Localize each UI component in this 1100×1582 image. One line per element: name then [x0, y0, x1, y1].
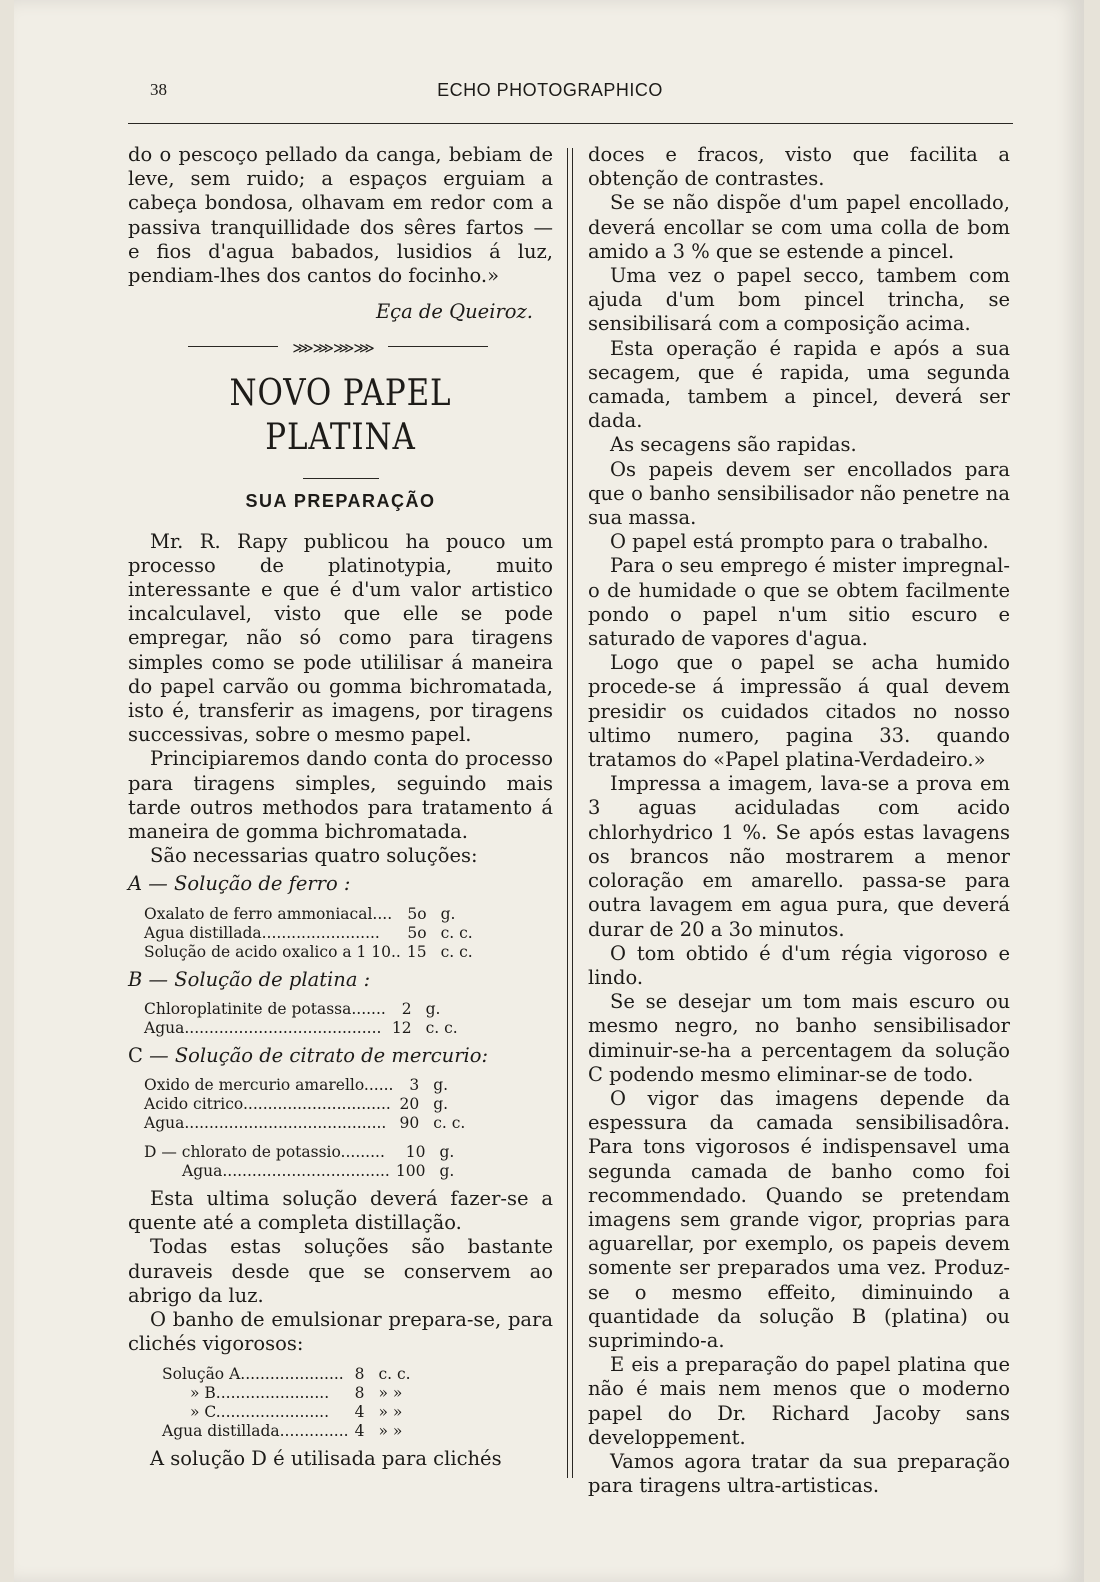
ingredients-table-c	[144, 1076, 465, 1133]
ingredient-qty: 10	[405, 1143, 426, 1162]
ingredient-label: Oxalato de ferro ammoniacal....	[144, 904, 393, 923]
ornament-divider	[128, 334, 553, 358]
ingredient-unit: g.	[440, 904, 456, 923]
solution-heading-c	[128, 1044, 553, 1068]
paragraph: Se se não dispõe d'um papel encollado, deverá encollar se com uma colla de bom amido a 3 % que se estende a pincel.	[588, 191, 1010, 263]
ingredient-label: D — chlorato de potassio.........	[144, 1143, 385, 1162]
ingredient-unit: » »	[378, 1421, 403, 1440]
paragraph: E eis a preparação do papel platina que não é mais nem menos que o moderno papel do Dr. Richard Jacoby sans developpement.	[588, 1353, 1010, 1449]
paragraph: Todas estas soluções são bastante duraveis desde que se conservem ao abrigo da luz.	[128, 1235, 553, 1307]
table-row	[162, 1403, 411, 1422]
paragraph: O banho de emulsionar prepara-se, para clichés vigorosos:	[128, 1308, 553, 1356]
ingredient-qty: 8	[354, 1383, 365, 1402]
paragraph: Para o seu emprego é mister impregnal-o de humidade o que se obtem facilmente pondo o papel n'um sitio escuro e saturado de vapores d'agua.	[588, 554, 1010, 651]
solution-letter: A	[128, 872, 143, 896]
ingredient-unit: g.	[425, 999, 441, 1018]
paragraph: Vamos agora tratar da sua preparação para tiragens ultra-artisticas.	[588, 1449, 1010, 1498]
ingredient-qty: 3	[409, 1076, 420, 1095]
ingredient-qty: 90	[399, 1114, 420, 1133]
paragraph: do o pescoço pellado da canga, bebiam de leve, sem ruido; a espaços erguiam a cabeça bondosa, olhavam em redor com a passiva tranquillidade dos sêres fartos — e fios d'agua babados, lusidios á luz, pendiam-lhes dos cantos do focinho.»	[128, 143, 553, 288]
ingredient-label: Acido citrico..............................	[144, 1095, 391, 1114]
ingredient-qty: 12	[391, 1018, 412, 1037]
paragraph: As secagens são rapidas.	[610, 433, 857, 457]
ingredient-label: Agua distillada........................	[144, 923, 380, 942]
ingredient-qty: 5o	[407, 923, 427, 942]
paragraph: doces e fracos, visto que facilita a obtenção de contrastes.	[588, 143, 1010, 191]
ingredient-unit: c. c.	[440, 942, 473, 961]
paragraph: Impressa a imagem, lava-se a prova em 3 aguas aciduladas com acido chlorhydrico 1 %. Se após estas lavagens os brancos não mostrarem a menor coloração em amarello. passa-se para outra lavagem em agua pura, que deverá durar de 20 a 3o minutos.	[588, 772, 1010, 941]
ingredient-label: » C.......................	[190, 1402, 330, 1421]
ingredient-label: » B.......................	[190, 1383, 330, 1402]
ingredient-unit: g.	[433, 1095, 449, 1114]
solution-name: — Solução de ferro :	[148, 872, 351, 896]
header-rule	[128, 123, 1013, 124]
ingredient-label: Solução A.....................	[162, 1364, 344, 1383]
ingredient-unit: g.	[439, 1143, 455, 1162]
bath-table	[162, 1365, 411, 1441]
table-row	[144, 905, 473, 924]
paragraph: São necessarias quatro soluções:	[150, 844, 478, 868]
ingredient-label: Oxido de mercurio amarello......	[144, 1076, 394, 1095]
ingredient-qty: 2	[401, 999, 412, 1018]
table-row	[144, 1114, 465, 1133]
title-rule	[303, 478, 379, 479]
signature: Eça de Queiroz.	[375, 300, 533, 324]
solution-name: — Solução de platina :	[148, 967, 371, 991]
ingredient-qty: 5o	[407, 904, 427, 923]
ingredient-label: Agua..................................	[182, 1162, 390, 1181]
paragraph: Esta operação é rapida e após a sua secagem, que é rapida, uma segunda camada, tambem a pincel, deverá ser dada.	[588, 336, 1010, 433]
ingredient-label: Agua........................................	[144, 1018, 382, 1037]
paragraph: Se se desejar um tom mais escuro ou mesmo negro, no banho sensibilisador diminuir-se-ha a percentagem da solução C podendo mesmo eliminar-se de todo.	[588, 990, 1010, 1086]
paragraph: O tom obtido é d'um régia vigoroso e lindo.	[588, 941, 1010, 989]
table-row	[144, 1076, 465, 1095]
ingredient-qty: 100	[395, 1162, 426, 1181]
ingredient-unit: » »	[378, 1383, 403, 1402]
ingredient-label: Agua.........................................	[144, 1114, 387, 1133]
table-row	[162, 1384, 411, 1403]
ingredient-label: Agua distillada..............	[162, 1421, 349, 1440]
paragraph: O papel está prompto para o trabalho.	[610, 530, 989, 554]
paragraph: Os papeis devem ser encollados para que o banho sensibilisador não penetre na sua massa.	[588, 457, 1010, 530]
table-row	[144, 1019, 458, 1038]
paragraph: Logo que o papel se acha humido procede-se á impressão á qual devem presidir os cuidados citados no nosso ultimo numero, pagina 33. quando tratamos do «Papel platina-Verdadeiro.»	[588, 651, 1010, 772]
solution-letter: B	[128, 967, 143, 991]
solution-heading-b	[128, 968, 553, 992]
ingredient-unit: g.	[433, 1076, 449, 1095]
column-separator	[572, 148, 573, 1478]
ingredient-qty: 8	[354, 1364, 365, 1383]
right-column	[588, 143, 1010, 1498]
ingredient-unit: c. c.	[433, 1114, 466, 1133]
ornament-icon: ⋙⋙⋙⋙	[278, 336, 388, 360]
ingredient-label: Solução de acido oxalico a 1 10..	[144, 942, 401, 961]
ingredients-table-b	[144, 1000, 458, 1038]
table-row	[144, 924, 473, 943]
ingredient-unit: c. c.	[440, 923, 473, 942]
table-row	[162, 1365, 411, 1384]
ingredient-unit: c. c.	[378, 1364, 411, 1383]
column-separator	[567, 148, 568, 1478]
table-row	[144, 1095, 465, 1114]
paragraph: Esta ultima solução deverá fazer-se a quente até a completa distillação.	[128, 1187, 553, 1235]
table-row	[162, 1422, 411, 1441]
left-column	[128, 143, 553, 1471]
running-header: ECHO PHOTOGRAPHICO	[437, 80, 663, 100]
table-row	[144, 1162, 454, 1181]
ingredients-table-a	[144, 905, 473, 962]
ingredients-table-d	[144, 1143, 454, 1181]
solution-letter: C	[128, 1043, 143, 1067]
article-subtitle: SUA PREPARAÇÃO	[245, 491, 436, 512]
table-row	[144, 1143, 454, 1162]
page-number: 38	[150, 80, 167, 99]
ingredient-qty: 15	[406, 942, 427, 961]
paragraph: Mr. R. Rapy publicou ha pouco um processo de platinotypia, muito interessante e que é d'um valor artistico incalculavel, visto que elle se pode empregar, não só como para tiragens simples como se pode utililisar á maneira do papel carvão ou gomma bichromatada, isto é, transferir as imagens, por tiragens successivas, sobre o mesmo papel.	[128, 529, 553, 747]
ingredient-qty: 4	[354, 1402, 365, 1421]
paragraph: A solução D é utilisada para clichés	[150, 1446, 502, 1470]
ingredient-label: Chloroplatinite de potassa.......	[144, 999, 386, 1018]
paragraph: Uma vez o papel secco, tambem com ajuda d'um bom pincel trincha, se sensibilisará com a composição acima.	[588, 264, 1010, 336]
paragraph: O vigor das imagens depende da espessura da camada sensibilisadôra. Para tons vigorosos é indispensavel uma segunda camada de banho como foi recommendado. Quando se pretendam imagens sem grande vigor, proprias para aguarellar, por exemplo, os papeis devem somente ser preparados uma vez. Produz-se o mesmo effeito, diminuindo a quantidade da solução B (platina) ou suprimindo-a.	[588, 1086, 1010, 1352]
ingredient-unit: c. c.	[425, 1018, 458, 1037]
paragraph: Principiaremos dando conta do processo para tiragens simples, seguindo mais tarde outros methodos para tratamento á maneira de gomma bichromatada.	[128, 747, 553, 844]
ingredient-unit: » »	[378, 1402, 403, 1421]
ingredient-unit: g.	[439, 1162, 455, 1181]
article-title: NOVO PAPEL PLATINA	[229, 373, 452, 459]
solution-heading-a	[128, 872, 553, 896]
ingredient-qty: 4	[354, 1421, 365, 1440]
table-row	[144, 943, 473, 962]
ingredient-qty: 20	[399, 1095, 420, 1114]
table-row	[144, 1000, 458, 1019]
solution-name: — Solução de citrato de mercurio:	[149, 1043, 489, 1067]
